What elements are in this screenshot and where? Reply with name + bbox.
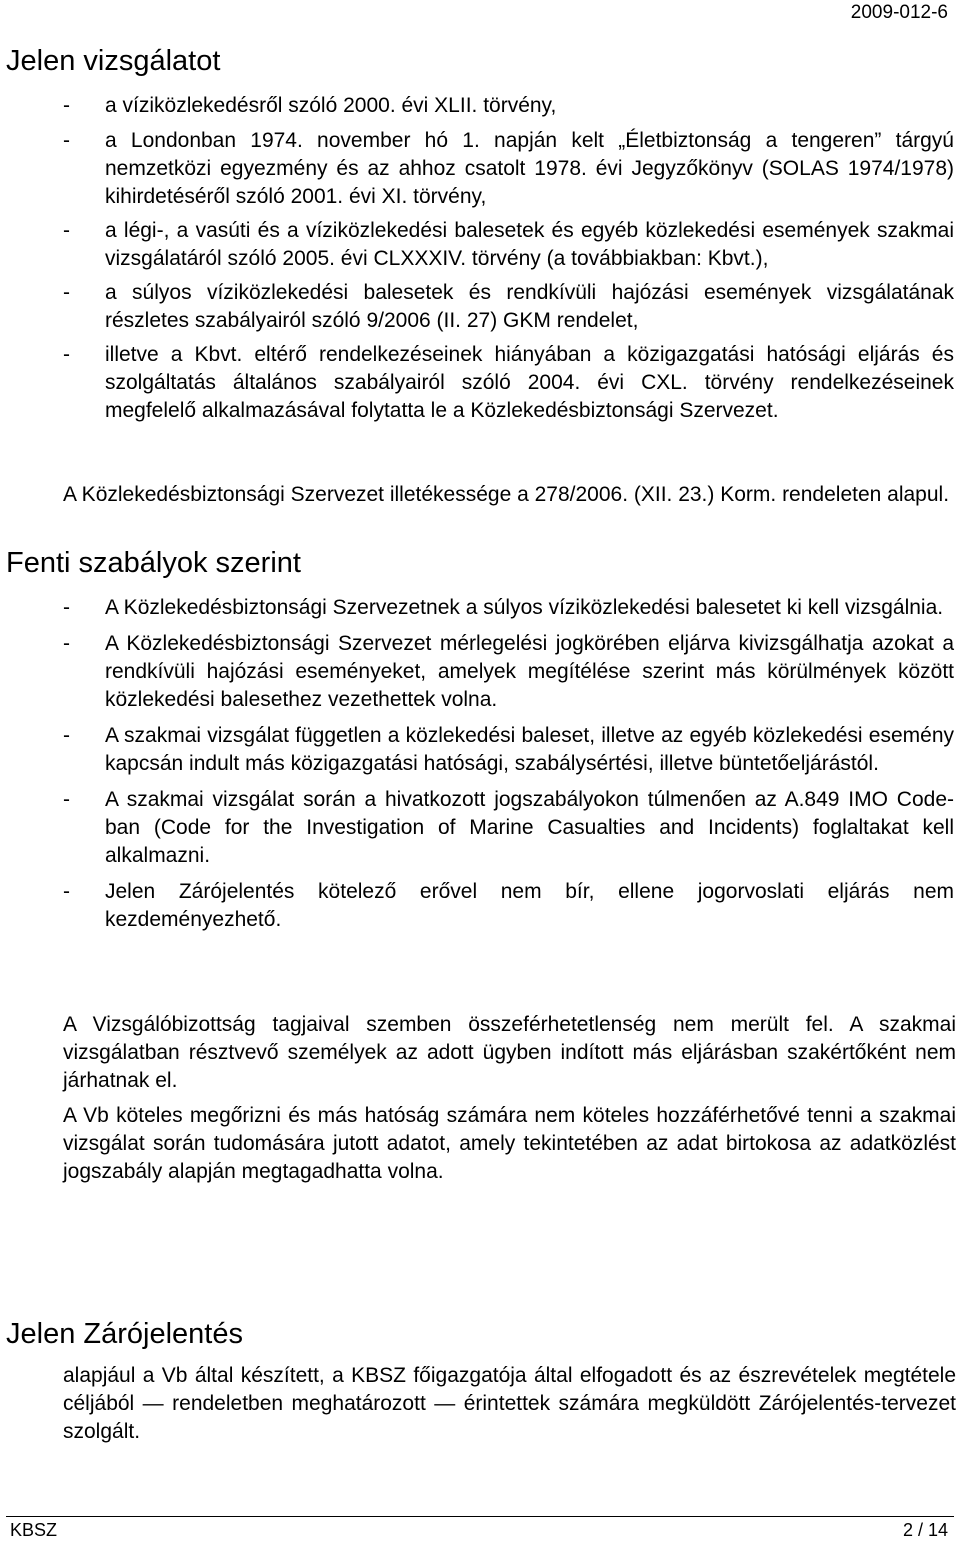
dash-bullet-icon: - xyxy=(63,281,70,304)
list-item-text: A Közlekedésbiztonsági Szervezet mérlegelési jogkörében eljárva kivizsgálhatja azokat a rendkívüli hajózási eseményeket, amelyek megítélése szerint más körülmények között közlekedési balesethez vezethettek volna. xyxy=(105,632,954,711)
page-number: 2 / 14 xyxy=(902,1520,948,1540)
list-item xyxy=(0,217,960,273)
competence-paragraph: A Közlekedésbiztonsági Szervezet illetékessége a 278/2006. (XII. 23.) Korm. rendeleten alapul. xyxy=(63,483,950,506)
list-item-text: illetve a Kbvt. eltérő rendelkezéseinek hiányában a közigazgatási hatósági eljárás és szolgáltatás általános szabályairól szóló 2004. évi CXL. törvény rendelkezéseinek megfelelő alkalmazásával folytatta le a Közlekedésbiztonsági Szervezet. xyxy=(105,343,954,422)
rules-list xyxy=(0,594,960,934)
list-item-text: a légi-, a vasúti és a víziközlekedési balesetek és egyéb közlekedési események szakmai vizsgálatáról szóló 2005. évi CLXXXIV. törvény (a továbbiakban: Kbvt.), xyxy=(105,219,954,270)
conflict-paragraph: A Vizsgálóbizottság tagjaival szemben összeférhetetlenség nem merült fel. A szakmai vizsgálatban résztvevő személyek az adott ügyben indított más eljárásban szakértőként nem járhatnak el. xyxy=(63,1013,956,1092)
dash-bullet-icon: - xyxy=(63,880,70,903)
report-basis-paragraph: alapjául a Vb által készített, a KBSZ főigazgatója által elfogadott és az észrevételek megtétele céljából — rendeletben meghatározott — érintettek számára megküldött Zárójelentés-tervezet szolgált. xyxy=(63,1364,956,1443)
confidentiality-paragraph: A Vb köteles megőrizni és más hatóság számára nem köteles hozzáférhetővé tenni a szakmai vizsgálat során tudomására jutott adatot, amely tekintetében az adat birtokosa az adatközlést jogszabály alapján megtagadhatta volna. xyxy=(63,1104,956,1183)
dash-bullet-icon: - xyxy=(63,94,70,117)
list-item-text: a víziközlekedésről szóló 2000. évi XLII. törvény, xyxy=(105,94,557,117)
dash-bullet-icon: - xyxy=(63,632,70,655)
list-item-text: A szakmai vizsgálat független a közlekedési baleset, illetve az egyéb közlekedési esemény kapcsán indult más közigazgatási hatósági, szabálysértési, illetve büntetőeljárástól. xyxy=(105,724,954,775)
dash-bullet-icon: - xyxy=(63,343,70,366)
list-item-text: a Londonban 1974. november hó 1. napján kelt „Életbiztonság a tengeren” tárgyú nemzetközi egyezmény és az ahhoz csatolt 1978. évi Jegyzőkönyv (SOLAS 1974/1978) kihirdetéséről szóló 2001. évi XI. törvény, xyxy=(105,129,954,208)
legal-basis-list xyxy=(0,92,960,425)
list-item-text: a súlyos víziközlekedési balesetek és rendkívüli hajózási események vizsgálatának részletes szabályairól szóló 9/2006 (II. 27) GKM rendelet, xyxy=(105,281,954,332)
list-item xyxy=(0,341,960,425)
list-item xyxy=(0,630,960,714)
list-item-text: A Közlekedésbiztonsági Szervezetnek a súlyos víziközlekedési balesetet ki kell vizsgálnia. xyxy=(105,596,944,619)
list-item-text: A szakmai vizsgálat során a hivatkozott jogszabályokon túlmenően az A.849 IMO Code-ban (Code for the Investigation of Marine Casualties and Incidents) foglaltakat kell alkalmazni. xyxy=(105,788,954,867)
list-item xyxy=(0,279,960,335)
dash-bullet-icon: - xyxy=(63,788,70,811)
section-heading-fenti-szabalyok: Fenti szabályok szerint xyxy=(6,547,301,579)
list-item xyxy=(0,786,960,870)
section-heading-jelen-vizsgalatot: Jelen vizsgálatot xyxy=(6,45,221,77)
list-item xyxy=(0,594,960,622)
section-heading-jelen-zarojelentes: Jelen Zárójelentés xyxy=(6,1318,243,1350)
dash-bullet-icon: - xyxy=(63,129,70,152)
list-item xyxy=(0,878,960,934)
list-item xyxy=(0,92,960,120)
document-code: 2009-012-6 xyxy=(850,2,948,23)
list-item-text: Jelen Zárójelentés kötelező erővel nem bír, ellene jogorvoslati eljárás nem kezdeményezhető. xyxy=(105,880,954,931)
list-item xyxy=(0,127,960,211)
dash-bullet-icon: - xyxy=(63,219,70,242)
list-item xyxy=(0,722,960,778)
footer-organization: KBSZ xyxy=(10,1520,58,1540)
dash-bullet-icon: - xyxy=(63,724,70,747)
footer-divider xyxy=(6,1516,954,1517)
dash-bullet-icon: - xyxy=(63,596,70,619)
